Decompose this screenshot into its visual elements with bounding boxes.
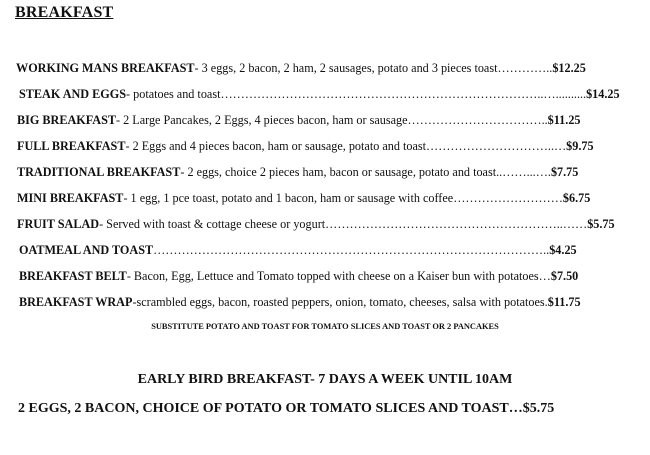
item-description: Served with toast & cottage cheese or yogurt xyxy=(106,217,326,231)
dot-leader: …………………………………………………..…… xyxy=(325,217,588,231)
menu-item-breakfast-belt xyxy=(19,268,578,284)
item-name: STEAK AND EGGS xyxy=(19,87,127,101)
item-name: BIG BREAKFAST xyxy=(17,113,116,127)
menu-item-traditional-breakfast xyxy=(17,164,578,180)
item-separator: - xyxy=(123,191,131,205)
item-price: $14.25 xyxy=(586,87,620,101)
item-description: 1 egg, 1 pce toast, potato and 1 bacon, ham or sausage with coffee xyxy=(130,191,454,205)
item-separator: - xyxy=(180,165,188,179)
item-separator: - xyxy=(125,139,133,153)
early-bird-title: EARLY BIRD BREAKFAST- 7 DAYS A WEEK UNTIL 10AM xyxy=(137,372,513,387)
item-name: MINI BREAKFAST xyxy=(17,191,124,205)
dot-leader: ………….. xyxy=(497,61,553,75)
menu-item-working-mans-breakfast xyxy=(16,60,586,76)
menu-item-fruit-salad xyxy=(17,216,615,232)
dot-leader: ……………………… xyxy=(453,191,563,205)
item-description: 2 Large Pancakes, 2 Eggs, 4 pieces bacon, ham or sausage xyxy=(123,113,408,127)
item-price: $4.25 xyxy=(549,243,577,257)
item-separator: - xyxy=(116,113,124,127)
item-description: potatoes and toast xyxy=(133,87,221,101)
item-separator: - xyxy=(126,269,134,283)
menu-item-oatmeal-and-toast xyxy=(19,242,577,258)
item-price: $11.75 xyxy=(547,295,581,309)
item-name: FRUIT SALAD xyxy=(17,217,100,231)
item-price: $5.75 xyxy=(587,217,615,231)
item-separator: - xyxy=(126,87,134,101)
dot-leader: …………………………………………………………………………………….. xyxy=(153,243,550,257)
dot-leader: ……………………………………………………………………..….......... xyxy=(220,87,587,101)
early-bird-detail xyxy=(18,401,554,417)
item-price: $11.25 xyxy=(547,113,581,127)
menu-item-breakfast-wrap xyxy=(19,294,581,310)
dot-leader: …………………………..… xyxy=(426,139,567,153)
item-price: $6.75 xyxy=(562,191,591,205)
item-description: scrambled eggs, bacon, roasted peppers, onion, tomato, cheeses, salsa with potatoes. xyxy=(136,295,548,309)
item-description: 2 eggs, choice 2 pieces ham, bacon or sausage, potato and toast xyxy=(187,165,497,179)
menu-item-full-breakfast xyxy=(17,138,594,154)
dot-leader: ..……...…. xyxy=(496,165,551,179)
menu-item-mini-breakfast xyxy=(17,190,590,206)
early-bird-price: $5.75 xyxy=(522,401,555,416)
item-description: 3 eggs, 2 bacon, 2 ham, 2 sausages, potato and 3 pieces toast xyxy=(201,61,498,75)
item-price: $9.75 xyxy=(566,139,594,153)
item-name: WORKING MANS BREAKFAST xyxy=(16,61,195,75)
item-description: Bacon, Egg, Lettuce and Tomato topped with cheese on a Kaiser bun with potatoes xyxy=(133,269,539,283)
early-bird-description: 2 EGGS, 2 BACON, CHOICE OF POTATO OR TOMATO SLICES AND TOAST… xyxy=(18,401,523,416)
item-name: BREAKFAST WRAP xyxy=(19,295,133,309)
item-separator: - xyxy=(132,295,137,309)
item-separator: - xyxy=(99,217,107,231)
item-price: $12.25 xyxy=(552,61,586,75)
page-title: BREAKFAST xyxy=(15,4,114,21)
item-name: OATMEAL AND TOAST xyxy=(19,243,154,257)
item-name: TRADITIONAL BREAKFAST xyxy=(17,165,181,179)
item-separator: - xyxy=(194,61,202,75)
item-price: $7.75 xyxy=(550,165,579,179)
item-name: FULL BREAKFAST xyxy=(17,139,126,153)
item-price: $7.50 xyxy=(550,269,579,283)
dot-leader: …………………………….. xyxy=(407,113,548,127)
item-description: 2 Eggs and 4 pieces bacon, ham or sausage, potato and toast xyxy=(132,139,427,153)
menu-item-big-breakfast xyxy=(17,112,581,128)
menu-item-steak-and-eggs xyxy=(19,86,620,102)
dot-leader: … xyxy=(538,269,551,283)
item-name: BREAKFAST BELT xyxy=(19,269,127,283)
substitution-note: SUBSTITUTE POTATO AND TOAST FOR TOMATO SLICES AND TOAST OR 2 PANCAKES xyxy=(151,322,499,331)
